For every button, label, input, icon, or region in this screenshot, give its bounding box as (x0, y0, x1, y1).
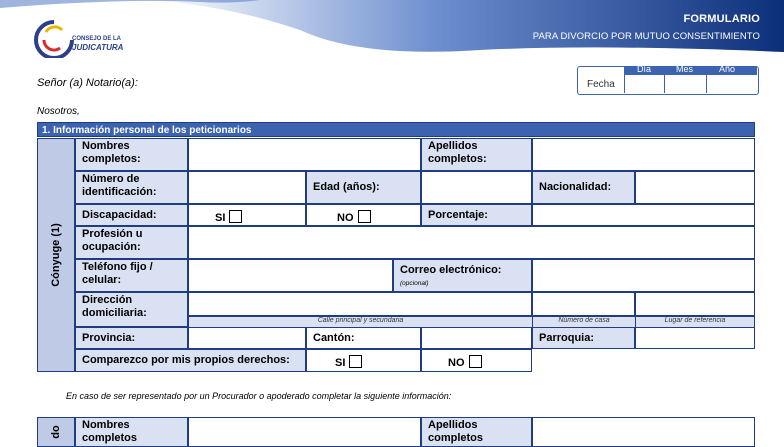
referencia-hint: Lugar de referencia (635, 316, 755, 327)
form-title: FORMULARIO (683, 13, 760, 25)
rep-apellidos-input[interactable] (532, 417, 755, 447)
comparezco-si-checkbox[interactable] (349, 355, 362, 368)
discapacidad-no-cell (306, 204, 421, 226)
rep-apellidos-label: Apellidos completos (421, 417, 532, 447)
porcentaje-label: Porcentaje: (421, 204, 532, 226)
direccion-numero-input[interactable] (532, 292, 635, 316)
rep-nombres-label: Nombres completos (75, 417, 188, 447)
correo-input[interactable] (532, 259, 755, 292)
apellidos-label: Apellidos completos: (421, 138, 532, 171)
year-label: Año (719, 64, 736, 74)
telefono-label: Teléfono fijo / celular: (75, 259, 188, 292)
discapacidad-si-label: SI (215, 212, 226, 224)
calle-hint: Calle principal y secundaria (188, 316, 532, 327)
profesion-label: Profesión u ocupación: (75, 226, 188, 259)
day-label: Día (637, 64, 652, 74)
logo-line1: CONSEJO DE LA (72, 36, 122, 42)
nombres-label: Nombres completos: (75, 138, 188, 171)
comparezco-si-label: SI (335, 357, 346, 369)
side2-label-text: do (50, 425, 62, 439)
comparezco-no-label: NO (448, 357, 465, 369)
comparezco-label: Comparezco por mis propios derechos: (75, 349, 306, 372)
comparezco-no-cell (421, 349, 532, 372)
provincia-label: Provincia: (75, 327, 188, 349)
day-field[interactable] (624, 75, 665, 93)
header-banner (0, 0, 784, 58)
direccion-calle-input[interactable] (188, 292, 532, 316)
discapacidad-si-checkbox[interactable] (229, 210, 242, 223)
nombres-input[interactable] (188, 138, 421, 171)
canton-input[interactable] (421, 327, 532, 349)
opcional-hint: (opcional) (400, 280, 429, 287)
side-label-apoderado (37, 417, 75, 447)
judicatura-logo-icon (32, 18, 76, 58)
nosotros-text: Nosotros, (37, 106, 80, 117)
parroquia-input[interactable] (635, 327, 755, 349)
greeting: Señor (a) Notario(a): (37, 77, 138, 89)
discapacidad-no-label: NO (337, 212, 354, 224)
num-id-label: Número de identificación: (75, 171, 188, 204)
discapacidad-no-checkbox[interactable] (358, 210, 371, 223)
month-field[interactable] (664, 75, 707, 93)
correo-label: Correo electrónico: (400, 264, 502, 276)
discapacidad-label: Discapacidad: (75, 204, 188, 226)
fecha-label: Fecha (587, 79, 615, 90)
nacionalidad-label: Nacionalidad: (532, 171, 635, 204)
porcentaje-input[interactable] (532, 204, 755, 226)
correo-label-cell (393, 259, 532, 292)
telefono-input[interactable] (188, 259, 393, 292)
side-label-conyuge (37, 138, 75, 372)
side-label-text: Cónyuge (1) (50, 223, 62, 287)
num-id-input[interactable] (188, 171, 306, 204)
edad-label: Edad (años): (306, 171, 421, 204)
rep-nombres-input[interactable] (188, 417, 421, 447)
form-subtitle: PARA DIVORCIO POR MUTUO CONSENTIMIENTO (532, 31, 760, 42)
logo-line2: JUDICATURA (72, 43, 124, 52)
edad-input[interactable] (421, 171, 532, 204)
apellidos-input[interactable] (532, 138, 755, 171)
canton-label: Cantón: (306, 327, 421, 349)
direccion-referencia-input[interactable] (635, 292, 755, 316)
comparezco-no-checkbox[interactable] (469, 355, 482, 368)
provincia-input[interactable] (188, 327, 306, 349)
comparezco-si-cell (306, 349, 421, 372)
year-field[interactable] (706, 75, 758, 93)
profesion-input[interactable] (188, 226, 755, 259)
direccion-label: Dirección domiciliaria: (75, 292, 188, 327)
representative-note: En caso de ser representado por un Procurador o apoderado completar la siguiente información: (66, 391, 452, 401)
nacionalidad-input[interactable] (635, 171, 755, 204)
numero-casa-hint: Número de casa (532, 316, 635, 327)
section1-title: 1. Información personal de los peticionarios (37, 122, 755, 137)
discapacidad-si-cell (188, 204, 306, 226)
month-label: Mes (676, 64, 694, 74)
parroquia-label: Parroquia: (532, 327, 635, 349)
